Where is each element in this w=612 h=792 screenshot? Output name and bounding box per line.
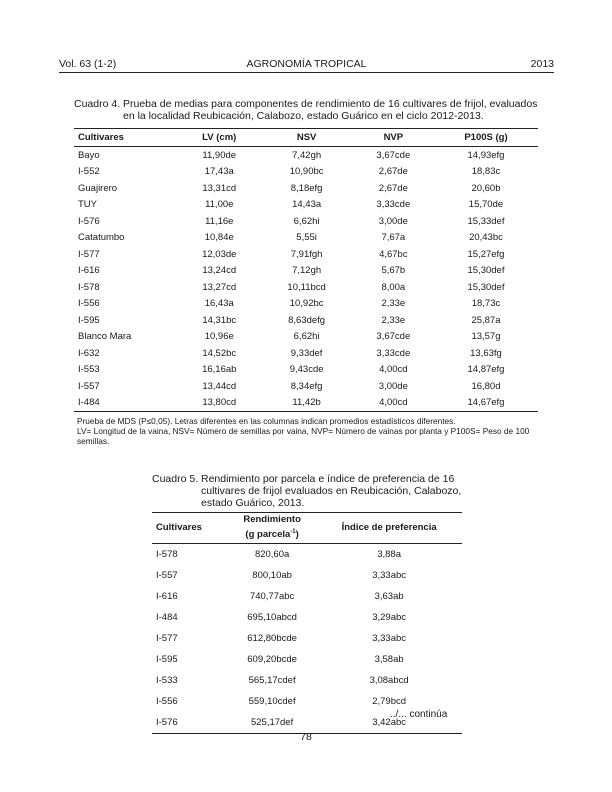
table4-cell: 11,16e [205,215,234,227]
table4-cell: 3,00de [378,215,408,227]
table4-row [74,263,538,280]
table5-cell: 3,29abc [372,612,407,623]
table5-cell: 525,17def [250,717,294,728]
table4-cell: I-556 [78,298,100,310]
table5-cell: I-576 [156,717,178,728]
table4-cell: 20,43bc [469,232,503,244]
table4-label: Cuadro 4. [74,98,121,110]
table5-row [152,607,462,628]
table5-caption-line3: estado Guárico, 2013. [201,497,305,509]
table4-cell: I-484 [78,397,100,409]
table5-cell: I-595 [156,654,178,665]
table4-row [74,312,538,329]
table5-cell: I-556 [156,696,178,707]
table4-cell: 4,67bc [379,248,408,260]
table5-row [152,565,462,586]
table5-cell: 695,10abcd [247,612,297,623]
table4-cell: 4,00cd [379,364,408,376]
table4-cell: 4,00cd [379,397,408,409]
table4-cell: 10,84e [204,232,234,244]
table4-cell: 7,91fgh [290,248,323,260]
table5-row [152,628,462,649]
table4-cell: I-553 [78,364,100,376]
table4-caption [74,98,544,124]
table4-cell: Catatumbo [78,232,125,244]
table5-cell: 2,79bcd [372,696,407,707]
table4-cell: 8,18efg [290,182,323,194]
table4-cell: 13,44cd [202,380,237,392]
table4-cell: I-632 [78,347,100,359]
table4-cell: 16,80d [471,380,501,392]
table5-cell: 3,08abcd [369,675,409,686]
table4-cell: 3,67cde [376,149,411,161]
table4-cell: 7,12gh [292,265,322,277]
table5-cell: I-484 [156,612,178,623]
table4-cell: TUY [78,199,97,211]
table4-cell: 20,60b [471,182,501,194]
table4-cell: Bayo [78,149,100,161]
table4-caption-line2: en la localidad Reubicación, Calabozo, estado Guárico en el ciclo 2012-2013. [123,110,484,122]
table4-cell: 14,52bc [202,347,237,359]
table4-cell: 13,24cd [202,265,237,277]
table4-cell: 10,96e [204,331,234,343]
table5-caption-line1: Rendimiento por parcela e índice de preferencia de 16 [201,473,455,485]
table4-note-mds: Prueba de MDS (P≤0,05). Letras diferentes en las columnas indican promedios estadísticos diferentes. [77,416,456,426]
table4-caption-line1: Prueba de medias para componentes de rendimiento de 16 cultivares de frijol, evaluados [123,98,538,110]
table5-cell: I-557 [156,570,178,581]
continua-note: ../... continúa [390,709,448,720]
table4-row [74,329,538,346]
table4-header-row [74,129,538,147]
table4-col-cultivares: Cultivares [74,129,178,147]
table4-row [74,230,538,247]
running-header [59,58,554,72]
table4-cell: 10,11bcd [287,281,326,293]
table4-cell: 2,67de [378,166,408,178]
table4-cell: 6,62hi [293,215,320,227]
table4-cell: I-552 [78,166,100,178]
table4-cell: 2,67de [378,182,408,194]
journal-title: AGRONOMÍA TROPICAL [246,58,367,70]
table5-cell: 3,58ab [374,654,404,665]
table5-cell: I-577 [156,633,178,644]
table4-cell: 15,30def [467,281,505,293]
table4-cell: 15,30def [467,265,505,277]
table5-cell: I-533 [156,675,178,686]
table4-cell: I-578 [78,281,100,293]
table4-cell: I-595 [78,314,100,326]
table5-caption-line2: cultivares de frijol evaluados en Reubicación, Calabozo, [201,485,462,497]
table5-caption [152,473,472,511]
table4-cell: 2,33e [381,314,406,326]
table4-cell: 8,00a [381,281,406,293]
table5-cell: 740,77abc [249,591,295,602]
table4-cell: 10,90bc [289,166,324,178]
table4-cell: 14,31bc [202,314,237,326]
table5-row [152,586,462,607]
table4-cell: 16,43a [204,298,234,310]
table4-cell: 18,83c [471,166,501,178]
table5-col-rendimiento-close: ) [295,529,299,541]
table4-cell: 15,33def [467,215,505,227]
table4-col-p100s: P100S (g) [434,129,538,147]
table4-cell: 5,55i [296,232,317,244]
table5-cell: 612,80bcde [247,633,297,644]
table4-cell: I-616 [78,265,100,277]
table4-cell: 16,16ab [202,364,237,376]
header-rule [59,72,554,73]
table5-cell: I-616 [156,591,178,602]
table4-cell: I-557 [78,380,100,392]
table5-body [152,544,462,734]
table4-cell: 9,33def [290,347,323,359]
table4-row [74,362,538,379]
table5-cell: 565,17cdef [248,675,296,686]
table5-col-rendimiento-line2: (g parcela [245,529,291,541]
table4-body [74,147,538,412]
table5-cell: 3,88a [377,549,401,560]
table4-cell: 10,92bc [289,298,324,310]
table5-label: Cuadro 5. [152,473,199,485]
table4-col-nsv: NSV [261,129,353,147]
table4-cell: 3,33cde [376,347,411,359]
table4-row [74,395,538,412]
table5-col-rendimiento-line1: Rendimiento [243,514,301,526]
table4-row [74,378,538,395]
table5-cell: 559,10cdef [248,696,296,707]
table4-cell: 8,63defg [288,314,326,326]
table4-note-abbreviations: LV= Longitud de la vaina, NSV= Número de semillas por vaina, NVP= Número de vainas por planta y P100S= Peso de 100 semillas. [77,426,530,446]
table4-cell: 25,87a [471,314,501,326]
table4-cell: 13,80cd [202,397,237,409]
table4-row [74,164,538,181]
journal-year: 2013 [530,58,554,70]
table5-cell: 3,33abc [372,633,407,644]
table5-cell: 800,10ab [252,570,292,581]
table4-cell: 6,62hi [293,331,320,343]
table4-cell: 11,90de [202,149,237,161]
table4-cell: 7,42gh [292,149,322,161]
page-number: 78 [300,731,312,743]
table5-col-cultivares: Cultivares [152,513,228,544]
table4-cell: 7,67a [381,232,406,244]
table4-cell: 3,33cde [376,199,411,211]
table4-cell: 14,67efg [467,397,505,409]
table4-row [74,246,538,263]
table4-cell: 15,27efg [467,248,505,260]
table4-cell: 14,87efg [467,364,505,376]
table4 [74,128,538,412]
table5-cell: 3,63ab [374,591,404,602]
table4-cell: 11,42b [292,397,321,409]
table5-row [152,649,462,670]
table5-cell: 820,60a [254,549,290,560]
table5-col-rendimiento-sup: -1 [290,529,296,536]
table4-cell: 15,70de [468,199,504,211]
table4-col-lv: LV (cm) [178,129,261,147]
table4-cell: 3,67cde [376,331,411,343]
table4-cell: 3,00de [378,380,408,392]
table4-cell: 18,73c [471,298,501,310]
table5-col-indice: Índice de preferencia [316,513,462,544]
table4-cell: 5,67b [381,265,406,277]
table4-cell: 17,43a [204,166,234,178]
table4-cell: 13,57g [471,331,501,343]
table5-cell: 3,42abc [372,717,407,728]
table4-row [74,213,538,230]
table4-cell: Blanco Mara [78,331,132,343]
table4-cell: 14,43a [292,199,322,211]
table5-header-row [152,513,462,544]
table4-cell: 13,27cd [202,281,237,293]
table4-cell: I-577 [78,248,100,260]
table5-row [152,670,462,691]
table5-col-rendimiento [228,513,316,544]
table4-row [74,197,538,214]
table4-cell: 14,93efg [467,149,505,161]
table4-cell: 8,34efg [290,380,323,392]
table4-row [74,345,538,362]
table4-row [74,279,538,296]
table4-row [74,296,538,313]
table4-row [74,180,538,197]
table4-cell: I-576 [78,215,100,227]
table4-cell: 9,43cde [289,364,324,376]
table5 [152,512,462,734]
table4-row [74,147,538,164]
table5-row [152,544,462,566]
journal-volume: Vol. 63 (1-2) [59,58,117,70]
table4-cell: 13,63fg [470,347,502,359]
table4-cell: 12,03de [202,248,237,260]
table4-cell: 13,31cd [202,182,237,194]
table4-cell: Guajirero [78,182,118,194]
table4-cell: 11,00e [205,199,234,211]
table5-cell: I-578 [156,549,178,560]
table5-cell: 609,20bcde [247,654,297,665]
table5-cell: 3,33abc [372,570,407,581]
table4-cell: 2,33e [381,298,406,310]
table4-col-nvp: NVP [353,129,434,147]
